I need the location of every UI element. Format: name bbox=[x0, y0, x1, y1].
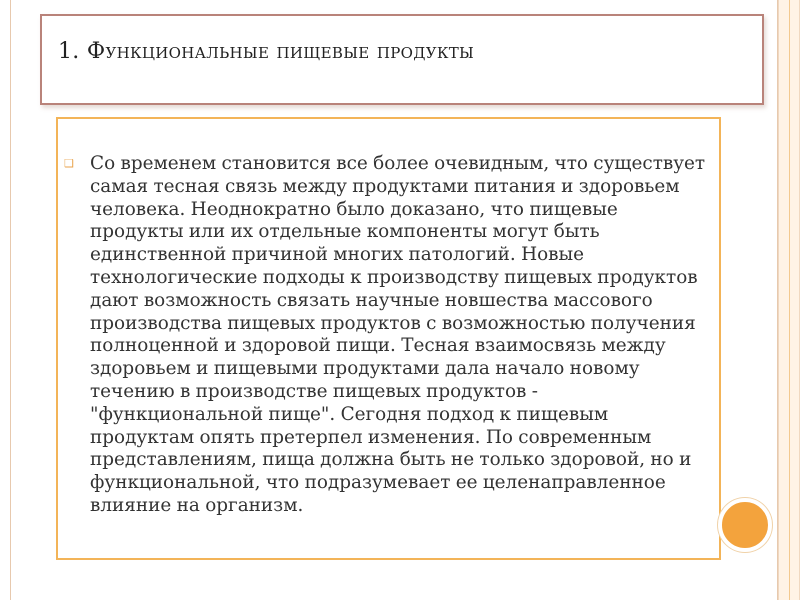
body-text: Со временем становится все более очевидным, что существует самая тесная связь между продуктами питания и здоровьем человека. Неоднократно было доказано, что пищевые продукты или их отдельные компоненты могут быть единственной причиной многих патологий. Новые технологические подходы к производству пищевых продуктов дают возможность связать научные новшества массового производства пищевых продуктов с возможностью получения полноценной и здоровой пищи. Тесная взаимосвязь между здоровьем и пищевыми продуктами дала начало новому течению в производстве пищевых продуктов - "функциональной пище". Сегодня подход к пищевым продуктам опять претерпел изменения. По современным представлениям, пища должна быть не только здоровой, но и функциональной, что подразумевает ее целенаправленное влияние на организм. bbox=[90, 153, 706, 516]
slide-title: 1. Функциональные пищевые продукты bbox=[58, 39, 475, 64]
orange-circle-decoration bbox=[718, 498, 772, 552]
strip-line bbox=[789, 0, 790, 600]
content-box bbox=[56, 117, 721, 560]
title-box bbox=[40, 14, 764, 105]
square-bullet-icon: ❑ bbox=[64, 157, 74, 170]
right-decorative-strip bbox=[778, 0, 800, 600]
